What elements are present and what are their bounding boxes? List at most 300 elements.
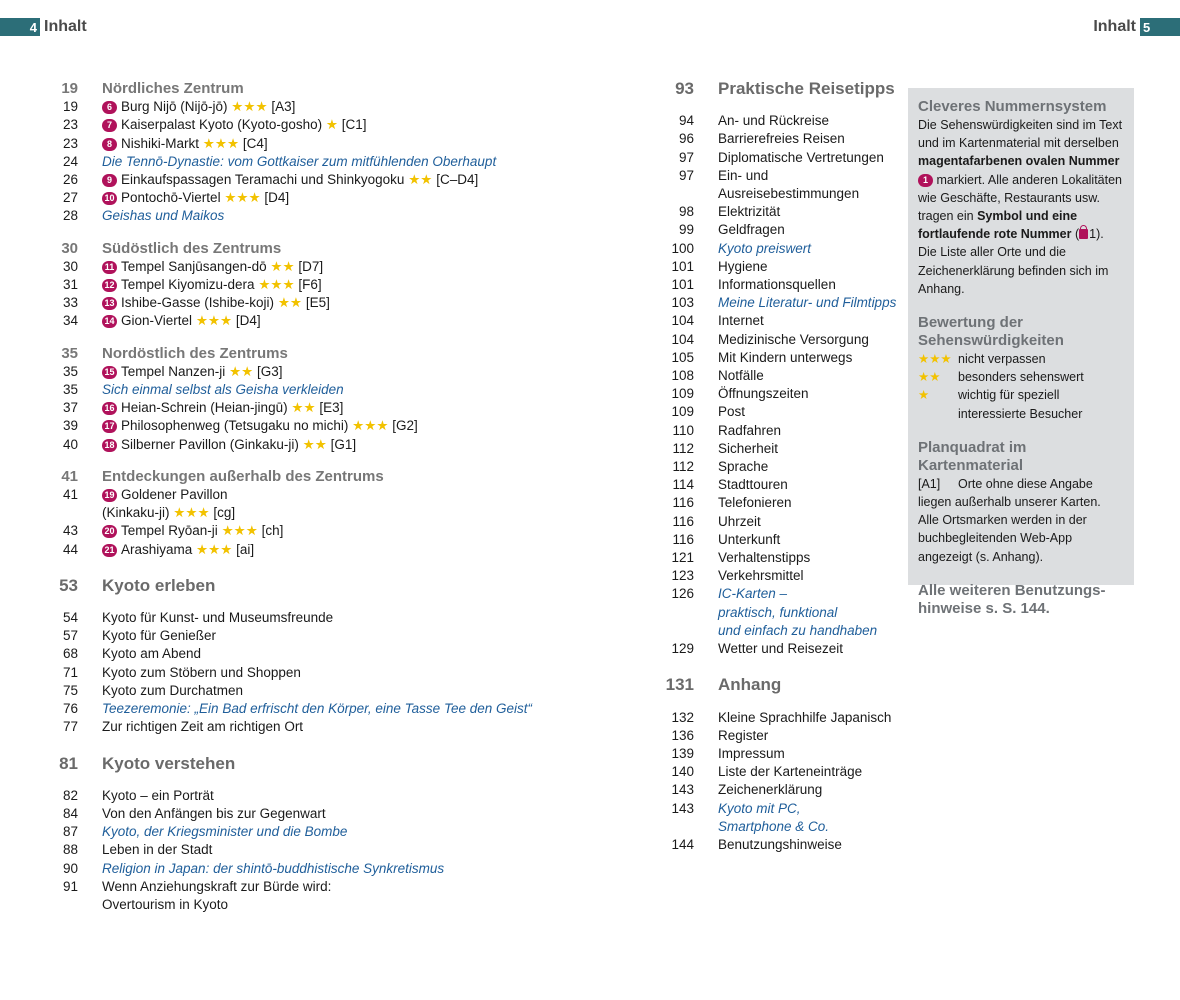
sight-number-badge: 9 <box>102 174 117 187</box>
toc-page-number: 57 <box>62 628 78 644</box>
sight-number-badge: 8 <box>102 138 117 151</box>
toc-entry-title: Smartphone & Co. <box>718 818 830 834</box>
section-page-number: 30 <box>61 239 78 257</box>
toc-entry-title: Zur richtigen Zeit am richtigen Ort <box>102 719 304 735</box>
toc-entry-title: Stadttouren <box>718 477 788 493</box>
legend-title-more <box>918 582 1124 618</box>
section-page-number: 19 <box>61 80 78 97</box>
toc-page-number: 23 <box>62 135 78 151</box>
rating-label: besonders sehenswert <box>958 370 1084 385</box>
toc-row <box>660 167 900 185</box>
toc-row <box>660 458 900 476</box>
rating-stars: ★★ <box>918 370 941 385</box>
toc-row <box>660 494 900 512</box>
toc-entry-title: Leben in der Stadt <box>102 842 213 858</box>
sight-number-badge: 19 <box>102 489 117 502</box>
toc-entry <box>102 860 578 878</box>
sight-number-badge: 20 <box>102 525 117 538</box>
toc-entry-title: Arashiyama <box>121 541 193 557</box>
section-heading <box>58 468 578 486</box>
toc-entry <box>102 718 578 736</box>
toc-entry <box>718 585 900 603</box>
toc-feature-row <box>58 207 578 225</box>
section-title: Nordöstlich des Zentrums <box>102 344 288 362</box>
toc-row <box>58 189 578 207</box>
toc-row <box>58 276 578 294</box>
page-number-left: 4 <box>0 18 40 36</box>
rating-row <box>918 386 1124 422</box>
toc-feature-row <box>58 860 578 878</box>
toc-entry <box>718 709 900 727</box>
toc-entry-title: Geldfragen <box>718 222 785 238</box>
section-page-number: 41 <box>61 467 78 485</box>
toc-row <box>660 276 900 294</box>
toc-entry-title: Kyoto zum Stöbern und Shoppen <box>102 664 301 680</box>
sight-number-badge: 14 <box>102 315 117 328</box>
toc-entry <box>718 240 900 258</box>
toc-page-number: 121 <box>671 550 694 566</box>
toc-entry-title: Teezeremonie: „Ein Bad erfrischt den Körper, eine Tasse Tee den Geist“ <box>102 701 532 717</box>
toc-entry-title: Internet <box>718 313 764 329</box>
legend-text-bold: Symbol und eine fortlaufende rote Nummer <box>918 209 1078 242</box>
toc-entry <box>102 417 578 435</box>
toc-entry-title: Sich einmal selbst als Geisha verkleiden <box>102 382 344 398</box>
toc-page-number: 103 <box>671 295 694 311</box>
toc-entry <box>718 531 900 549</box>
toc-row <box>660 112 900 130</box>
toc-entry-title: Kleine Sprachhilfe Japanisch <box>718 709 892 725</box>
toc-row <box>660 185 900 203</box>
toc-page-number: 116 <box>672 495 694 511</box>
page-number-right: 5 <box>1140 18 1180 36</box>
toc-entry-title: Verkehrsmittel <box>718 568 804 584</box>
legend-title-line: Alle weiteren Benutzungs- <box>918 581 1106 599</box>
toc-entry-title: Kaiserpalast Kyoto (Kyoto-gosho) <box>121 117 323 133</box>
toc-page-number: 114 <box>672 477 694 493</box>
toc-entry <box>718 476 900 494</box>
map-grid-ref: [C1] <box>341 117 367 133</box>
toc-entry <box>102 312 578 330</box>
rating-list <box>918 350 1124 423</box>
toc-page-number: 123 <box>671 568 694 584</box>
toc-row <box>58 399 578 417</box>
sight-number-badge: 10 <box>102 192 117 205</box>
toc-page-number: 77 <box>62 719 78 735</box>
toc-page-number: 104 <box>671 313 694 329</box>
toc-entry-title: Hygiene <box>718 258 768 274</box>
toc-row <box>660 258 900 276</box>
toc-page-number: 28 <box>62 208 78 224</box>
toc-entry-title: Von den Anfängen bis zur Gegenwart <box>102 805 326 821</box>
toc-page-number: 99 <box>678 222 694 238</box>
toc-row <box>660 836 900 854</box>
toc-page-number: 101 <box>671 277 694 293</box>
toc-row <box>660 385 900 403</box>
toc-page-number: 26 <box>62 172 78 188</box>
toc-page-number: 19 <box>62 99 78 115</box>
toc-row <box>660 513 900 531</box>
toc-page-number: 105 <box>671 349 694 365</box>
toc-entry-title: Tempel Ryōan-ji <box>121 523 218 539</box>
sight-number-badge: 11 <box>102 261 117 274</box>
toc-entry-title: Notfälle <box>718 368 764 384</box>
running-title-right: Inhalt <box>1093 18 1136 35</box>
toc-entry <box>718 367 900 385</box>
toc-row <box>58 504 578 522</box>
toc-entry <box>102 645 578 663</box>
toc-entry <box>102 823 578 841</box>
toc-page-number: 27 <box>62 190 78 206</box>
map-grid-ref: [D4] <box>264 190 290 206</box>
legend-title-rating <box>918 314 1124 350</box>
toc-entry <box>102 805 578 823</box>
toc-feature-row <box>58 700 578 718</box>
toc-entry <box>718 800 900 818</box>
toc-page-number: 139 <box>671 745 694 761</box>
toc-page-number: 71 <box>62 664 78 680</box>
toc-page-number: 109 <box>671 404 694 420</box>
toc-entry <box>718 818 900 836</box>
toc-entry <box>718 727 900 745</box>
legend-text-bold: magentafarbenen ovalen Nummer <box>918 154 1120 169</box>
rating-stars: ★★★ <box>918 352 952 367</box>
toc-row <box>58 878 578 896</box>
legend-title-grid: Planquadrat im Kartenmaterial <box>918 438 1027 474</box>
toc-entry-title: Kyoto mit PC, <box>718 800 801 816</box>
map-grid-ref: [cg] <box>213 505 236 521</box>
legend-title-numbering: Cleveres Nummernsystem <box>918 98 1107 115</box>
toc-row <box>58 135 578 153</box>
toc-page-number: 54 <box>62 610 78 626</box>
toc-entry-title: Burg Nijō (Nijō-jō) <box>121 99 228 115</box>
toc-row <box>660 203 900 221</box>
toc-entry <box>102 541 578 559</box>
toc-page-number: 82 <box>62 787 78 803</box>
toc-row <box>660 149 900 167</box>
toc-page-number: 94 <box>678 113 694 129</box>
map-grid-ref: [D7] <box>298 258 324 274</box>
map-grid-ref: [E3] <box>319 400 344 416</box>
toc-entry <box>718 385 900 403</box>
toc-entry <box>718 403 900 421</box>
toc-row <box>660 745 900 763</box>
map-grid-ref: [ch] <box>261 523 284 539</box>
toc-entry <box>718 549 900 567</box>
toc-entry-title: Tempel Sanjūsangen-dō <box>121 258 267 274</box>
toc-row <box>58 787 578 805</box>
legend-title-line: hinweise s. S. 144. <box>918 599 1050 617</box>
toc-page-number: 35 <box>62 382 78 398</box>
toc-entry <box>102 896 578 914</box>
toc-entry-title: Heian-Schrein (Heian-jingū) <box>121 400 288 416</box>
toc-row <box>58 171 578 189</box>
toc-entry-title: Zeichenerklärung <box>718 782 823 798</box>
sight-number-badge: 1 <box>918 174 933 187</box>
legend-numbering-text <box>918 116 1124 298</box>
toc-entry <box>102 153 578 171</box>
toc-row <box>58 664 578 682</box>
rating-stars: ★★★ <box>221 523 258 539</box>
toc-page-number: 97 <box>678 149 694 165</box>
toc-row <box>58 98 578 116</box>
toc-feature-row <box>660 818 900 836</box>
map-grid-ref: [ai] <box>236 541 255 557</box>
toc-row <box>660 440 900 458</box>
toc-entry-title: Kyoto zum Durchatmen <box>102 682 244 698</box>
toc-entry-title: Wetter und Reisezeit <box>718 641 844 657</box>
section-title: Anhang <box>718 675 782 695</box>
toc-page-number: 88 <box>62 842 78 858</box>
toc-feature-row <box>660 800 900 818</box>
toc-entry <box>718 112 900 130</box>
map-grid-ref: [C4] <box>242 135 268 151</box>
toc-entry-title: Kyoto preiswert <box>718 240 812 256</box>
toc-entry <box>718 185 900 203</box>
legend-text-part: markiert. Alle anderen Lokalitäten wie Geschäfte, Restaurants usw. tragen ein <box>918 172 1122 224</box>
toc-entry <box>102 609 578 627</box>
toc-entry <box>102 682 578 700</box>
toc-entry <box>718 513 900 531</box>
toc-entry <box>718 745 900 763</box>
toc-page-number: 143 <box>671 800 694 816</box>
toc-entry-title: Telefonieren <box>718 495 792 511</box>
toc-entry <box>718 294 900 312</box>
toc-entry-title: Register <box>718 727 769 743</box>
rating-stars: ★★ <box>408 172 433 188</box>
toc-page-number: 100 <box>671 240 694 256</box>
toc-entry-title: Post <box>718 404 746 420</box>
toc-entry-title: Öffnungszeiten <box>718 386 809 402</box>
map-grid-ref: [A3] <box>271 99 296 115</box>
toc-entry-title: Nishiki-Markt <box>121 135 200 151</box>
map-grid-ref: [E5] <box>305 295 330 311</box>
map-grid-ref: [F6] <box>298 277 322 293</box>
rating-stars: ★★★ <box>173 505 210 521</box>
toc-row <box>660 349 900 367</box>
legend-text-part: ). Die Liste aller Orte und die Zeichenerklärung befinden sich im Anhang. <box>918 227 1109 296</box>
header-right <box>1093 18 1180 36</box>
toc-entry-title: Pontochō-Viertel <box>121 190 221 206</box>
toc-row <box>660 422 900 440</box>
toc-page-number: 112 <box>672 459 694 475</box>
toc-row <box>58 258 578 276</box>
toc-entry <box>718 836 900 854</box>
toc-entry-title: Kyoto am Abend <box>102 646 202 662</box>
legend-title-line: Bewertung der <box>918 314 1024 332</box>
toc-page-number: 108 <box>671 368 694 384</box>
toc-row <box>58 645 578 663</box>
map-grid-ref: [G1] <box>330 436 357 452</box>
toc-page-number: 132 <box>671 709 694 725</box>
toc-entry-title: Impressum <box>718 745 785 761</box>
toc-page-number: 101 <box>671 258 694 274</box>
toc-row <box>58 522 578 540</box>
rating-stars: ★★★ <box>195 313 233 329</box>
chapter-heading <box>58 577 578 595</box>
toc-entry-title: Radfahren <box>718 422 782 438</box>
section-page-number: 93 <box>675 79 694 98</box>
toc-entry-title: Overtourism in Kyoto <box>102 896 229 912</box>
toc-entry-title: Ein- und <box>718 167 769 183</box>
toc-entry <box>102 116 578 134</box>
toc-row <box>660 549 900 567</box>
toc-page-number <box>58 504 78 522</box>
toc-row <box>660 567 900 585</box>
grid-explanation: Orte ohne diese Angabe liegen außerhalb unserer Karten. Alle Ortsmarken werden in der buchbegleitenden Web-App angezeigt (s. Anhang). <box>918 476 1101 564</box>
sight-number-badge: 12 <box>102 279 117 292</box>
toc-entry <box>102 504 578 522</box>
toc-row <box>660 476 900 494</box>
toc-entry <box>102 294 578 312</box>
toc-page-number <box>660 185 694 203</box>
sight-number-badge: 6 <box>102 101 117 114</box>
toc-page-number: 40 <box>62 436 78 452</box>
toc-page-number: 31 <box>62 277 78 293</box>
toc-entry-title: Informationsquellen <box>718 277 836 293</box>
toc-page-number <box>660 818 694 836</box>
toc-page-number: 140 <box>671 764 694 780</box>
toc-entry <box>102 436 578 454</box>
toc-entry-title: Elektrizität <box>718 204 781 220</box>
toc-page-number: 68 <box>62 646 78 662</box>
toc-row <box>660 367 900 385</box>
toc-entry-title: IC-Karten – <box>718 586 788 602</box>
toc-entry-title: Ausreisebestimmungen <box>718 186 860 202</box>
toc-page-number: 34 <box>62 313 78 329</box>
toc-entry <box>718 494 900 512</box>
header-left <box>0 18 87 36</box>
toc-entry <box>102 627 578 645</box>
toc-entry-title: Gion-Viertel <box>121 313 193 329</box>
toc-row <box>58 841 578 859</box>
toc-entry <box>718 763 900 781</box>
toc-page-number: 44 <box>62 541 78 557</box>
toc-entry-title: Religion in Japan: der shintō-buddhistische Synkretismus <box>102 860 445 876</box>
toc-page-number: 116 <box>672 513 694 529</box>
toc-feature-row <box>58 381 578 399</box>
toc-page-number: 35 <box>62 363 78 379</box>
section-page-number: 35 <box>61 344 78 362</box>
toc-entry-title: Tempel Nanzen-ji <box>121 363 226 379</box>
toc-entry <box>102 171 578 189</box>
toc-row <box>58 486 578 504</box>
toc-page-number: 136 <box>671 727 694 743</box>
toc-row <box>58 312 578 330</box>
toc-entry <box>102 486 578 504</box>
toc-entry <box>718 312 900 330</box>
toc-entry-title: Diplomatische Vertretungen <box>718 149 884 165</box>
toc-entry-title: Barrierefreies Reisen <box>718 131 845 147</box>
toc-entry-title: Medizinische Versorgung <box>718 331 869 347</box>
toc-page-number: 143 <box>671 782 694 798</box>
toc-row <box>58 805 578 823</box>
sight-number-badge: 15 <box>102 366 117 379</box>
toc-row <box>660 763 900 781</box>
toc-entry <box>718 604 900 622</box>
toc-entry-title: Goldener Pavillon <box>121 487 228 503</box>
toc-page-number: 76 <box>62 701 78 717</box>
legend-box <box>908 88 1134 617</box>
toc-row <box>660 781 900 799</box>
sight-number-badge: 7 <box>102 119 117 132</box>
toc-entry <box>718 781 900 799</box>
toc-row <box>58 609 578 627</box>
toc-page-number: 116 <box>672 531 694 547</box>
map-grid-ref: [D4] <box>235 313 261 329</box>
toc-entry-title: Wenn Anziehungskraft zur Bürde wird: <box>102 878 332 894</box>
toc-feature-row <box>660 240 900 258</box>
rating-stars: ★★ <box>270 258 295 274</box>
section-heading <box>58 80 578 98</box>
running-title-left: Inhalt <box>44 18 87 35</box>
toc-entry-title: Silberner Pavillon (Ginkaku-ji) <box>121 436 299 452</box>
toc-entry-title: Ishibe-Gasse (Ishibe-koji) <box>121 295 275 311</box>
section-page-number: 53 <box>59 575 78 595</box>
toc-entry-title: Sicherheit <box>718 440 779 456</box>
toc-page-number: 84 <box>62 805 78 821</box>
legend-text-part: Die Sehenswürdigkeiten sind im Text und im Kartenmaterial mit derselben <box>918 118 1123 151</box>
toc-entry <box>718 622 900 640</box>
toc-entry-title: Philosophenweg (Tetsugaku no michi) <box>121 418 349 434</box>
toc-entry <box>102 98 578 116</box>
map-grid-ref: [G3] <box>257 363 283 379</box>
toc-feature-row <box>58 823 578 841</box>
toc-page-number: 110 <box>672 422 694 438</box>
section-title: Kyoto verstehen <box>102 753 236 773</box>
toc-entry <box>102 700 578 718</box>
toc-entry <box>102 787 578 805</box>
toc-page-number: 96 <box>678 131 694 147</box>
toc-entry-title: (Kinkaku-ji) <box>102 505 170 521</box>
section-title: Entdeckungen außerhalb des Zentrums <box>102 467 384 485</box>
toc-feature-row <box>660 622 900 640</box>
toc-row <box>660 727 900 745</box>
rating-stars: ★★★ <box>224 190 261 206</box>
toc-page-number <box>660 604 694 622</box>
toc-entry <box>718 331 900 349</box>
toc-entry-title: Sprache <box>718 459 769 475</box>
toc-row <box>58 627 578 645</box>
toc-row <box>58 294 578 312</box>
section-heading <box>58 240 578 258</box>
toc-entry-title: Tempel Kiyomizu-dera <box>121 277 255 293</box>
toc-feature-row <box>660 604 900 622</box>
rating-stars: ★★★ <box>231 99 268 115</box>
toc-entry <box>718 567 900 585</box>
toc-page-number <box>58 896 78 914</box>
rating-label: wichtig für speziell interessierte Besucher <box>958 388 1083 421</box>
toc-entry <box>718 440 900 458</box>
toc-page-number: 39 <box>62 418 78 434</box>
toc-page-number: 37 <box>62 400 78 416</box>
legend-text-part: ( <box>1071 227 1080 242</box>
toc-row <box>660 403 900 421</box>
grid-key: [A1] <box>918 476 941 491</box>
section-heading <box>58 345 578 363</box>
toc-entry-title: Benutzungshinweise <box>718 836 842 852</box>
toc-page-number: 91 <box>62 878 78 894</box>
toc-page-number: 41 <box>62 487 78 503</box>
toc-entry <box>102 841 578 859</box>
toc-row <box>58 417 578 435</box>
toc-page-number: 75 <box>62 682 78 698</box>
rating-stars: ★ <box>918 388 930 403</box>
toc-page-number: 109 <box>671 386 694 402</box>
toc-entry <box>718 221 900 239</box>
toc-entry <box>718 203 900 221</box>
chapter-heading <box>660 676 900 694</box>
toc-entry <box>102 522 578 540</box>
